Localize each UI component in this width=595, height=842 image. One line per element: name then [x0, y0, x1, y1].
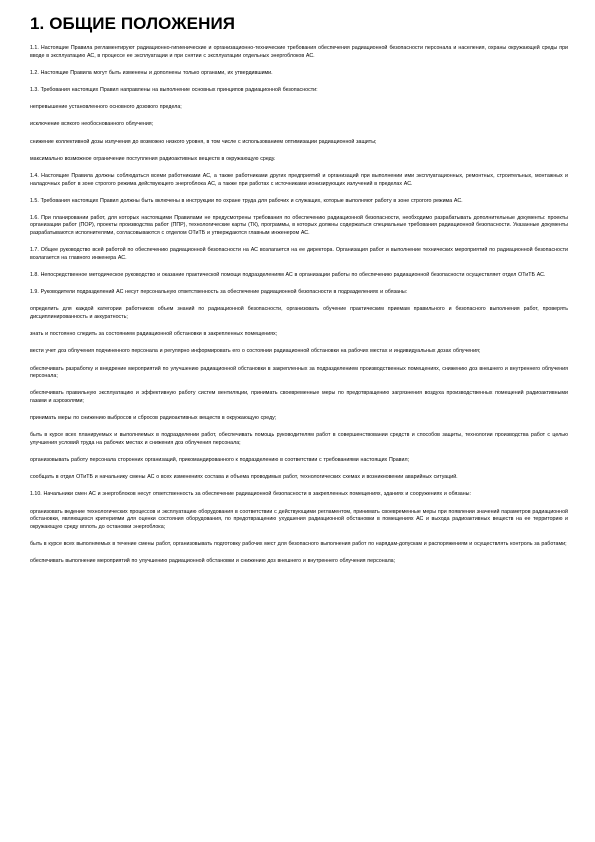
paragraph: сообщать в отдел ОТиТБ и начальнику смены АС о всех изменениях состава и объема проводимых работ, технологических схемах и возникновении аварийных ситуаций. [30, 474, 458, 481]
paragraph: быть в курсе всех выполняемых в течение смены работ, организовывать подготовку рабочих мест для безопасного выполнения работ по нарядам-допускам и распоряжениям и осуществлять контроль за работами; [30, 541, 567, 548]
paragraph: 1.10. Начальники смен АС и энергоблоков несут ответственность за обеспечение радиационной безопасности в закрепленных помещениях, зданиях и сооружениях и обязаны: [30, 491, 471, 498]
paragraph: принимать меры по снижению выбросов и сбросов радиоактивных веществ в окружающую среду; [30, 415, 277, 422]
paragraph: исключение всякого необоснованного облучения; [30, 121, 154, 128]
paragraph: непревышение установленного основного дозового предела; [30, 104, 182, 111]
paragraph: знать и постоянно следить за состоянием радиационной обстановки в закрепленных помещениях; [30, 331, 278, 338]
paragraph: организовывать работу персонала сторонних организаций, прикомандированного к подразделению в соответствии с требованиями настоящих Правил; [30, 457, 410, 464]
paragraph: вести учет доз облучения подчиненного персонала и регулярно информировать его о состоянии радиационной обстановки на рабочих местах и индивидуальных дозах облучения; [30, 348, 481, 355]
paragraph: максимально возможное ограничение поступления радиоактивных веществ в окружающую среду. [30, 155, 276, 162]
paragraph: быть в курсе всех планируемых и выполняемых в подразделении работ, обеспечивать помощь руководителям работ в совершенствовании средств и способов защиты, технологии производства работ с целью улучшения условий труда на рабочих местах и снижения доз облучения персонала; [30, 432, 568, 446]
paragraph: 1.1. Настоящие Правила регламентируют радиационно-гигиенические и организационно-технические требования обеспечения радиационной безопасности персонала и населения, охраны окружающей среды при вводе в эксплуатацию АС, в процессе ее эксплуатации и при снятии с эксплуатации отдельных энергоблоков АС. [30, 45, 568, 59]
paragraph: организовать ведение технологических процессов и эксплуатацию оборудования в соответствии с действующими регламентом, принимать своевременные меры при появлении значений параметров радиационной обстановки, являющихся критериями для оценки состояния оборудования, по предотвращению ухудшения радиационной обстановки в помещениях АС и выхода радиоактивных веществ на ее территорию и окружающую среду вплоть до остановки энергоблока; [30, 508, 568, 530]
paragraph: 1.6. При планировании работ, для которых настоящими Правилами не предусмотрены требования по обеспечению радиационной безопасности, необходимо разрабатывать дополнительные документы: проекты организации работ (ПОР), проекты производства работ (ППР), технологические карты (ТК), программы, в которых должны содержаться специальные требования радиационной безопасности. Указанные документы разрабатываются исполнителями, согласовываются с отделом ОТиТБ и утверждаются главным инженером АС. [30, 214, 568, 237]
paragraph: обеспечивать разработку и внедрение мероприятий по улучшению радиационной обстановки в закрепленных за подразделением производственных помещениях, снижению доз внешнего и внутреннего облучения персонала; [30, 365, 568, 380]
paragraph: 1.2. Настоящие Правила могут быть изменены и дополнены только органами, их утвердившими. [30, 69, 273, 76]
section-title: 1. ОБЩИЕ ПОЛОЖЕНИЯ [30, 14, 236, 33]
paragraph: 1.3. Требования настоящих Правил направлены на выполнение основных принципов радиационной безопасности: [30, 86, 318, 93]
paragraph: определить для каждой категории работников объем знаний по радиационной безопасности, организовать обучение практическим приемам правильного и безопасного выполнения работ, проверять дисциплинированность и аккуратность; [30, 306, 568, 320]
paragraph: 1.8. Непосредственное методическое руководство и оказание практической помощи подразделениям АС в организации работы по обеспечению радиационной безопасности осуществляет отдел ОТиТБ АС. [30, 272, 546, 279]
document-body [30, 45, 569, 566]
paragraph: обеспечивать выполнение мероприятий по улучшению радиационной обстановки и снижению доз внешнего и внутреннего облучения персонала; [30, 558, 396, 565]
paragraph: 1.7. Общее руководство всей работой по обеспечению радиационной безопасности на АС возлагается на ее директора. Организация работ и выполнение технических мероприятий по радиационной безопасности возлагается на главного инженера АС. [30, 247, 568, 261]
paragraph: 1.4. Настоящие Правила должны соблюдаться всеми работниками АС, а также работниками других предприятий и организаций при выполнении ими эксплуатационных, ремонтных, строительных, монтажных и наладочных работ в зоне строгого режима действующего энергоблока АС, а также при работах с источниками ионизирующих излучений в пределах АС. [30, 172, 568, 187]
paragraph: 1.9. Руководители подразделений АС несут персональную ответственность за обеспечение радиационной безопасности в подразделениях и обязаны: [30, 289, 408, 296]
paragraph: 1.5. Требования настоящих Правил должны быть включены в инструкции по охране труда для рабочих и служащих, которые выполняют работу в зоне строгого режима АС. [30, 197, 463, 204]
paragraph: обеспечивать правильную эксплуатацию и эффективную работу систем вентиляции, принимать своевременные меры по предотвращению загрязнения воздуха производственных помещений радиоактивными газами и аэрозолями; [30, 390, 568, 404]
paragraph: снижение коллективной дозы излучения до возможно низкого уровня, в том числе с использованием оптимизации радиационной защиты; [30, 138, 377, 145]
